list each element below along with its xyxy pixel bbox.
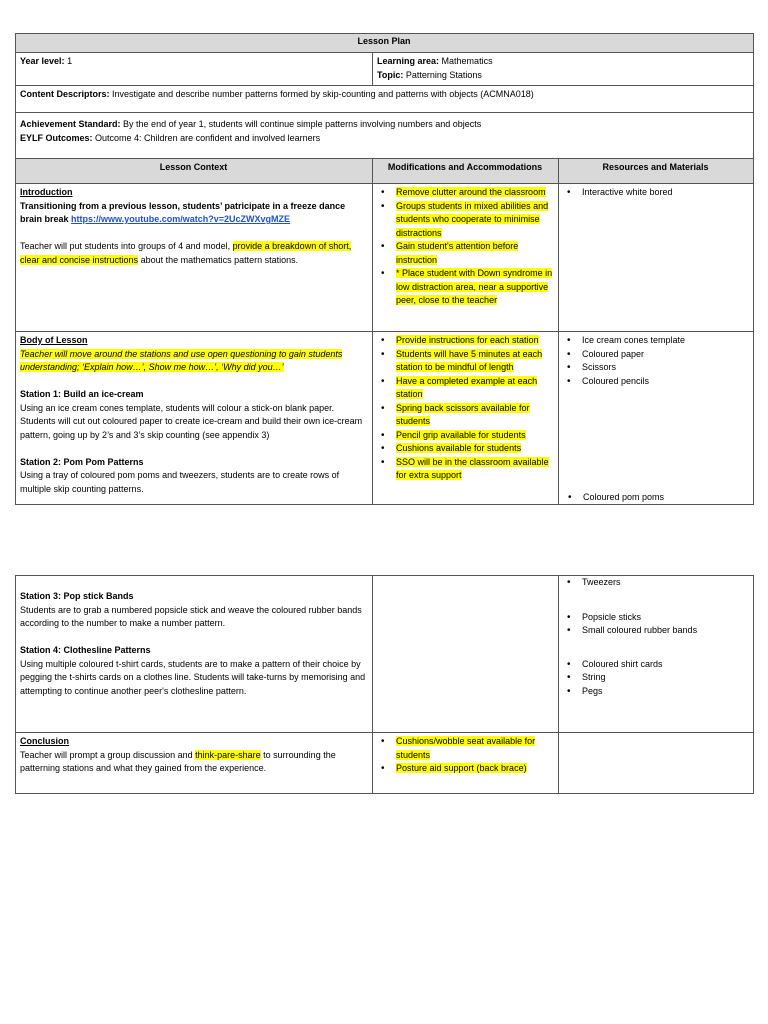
list-item: • Interactive white bored (563, 186, 748, 200)
list-item: • Cushions available for students (377, 442, 553, 456)
learning-area-cell (373, 53, 754, 86)
lesson-plan-table-continued (15, 575, 754, 794)
outcomes-cell (16, 113, 754, 159)
introduction-resources-cell (559, 184, 754, 332)
conclusion-mods-cell (373, 733, 559, 794)
list-item: • Gain student's attention before instruction (377, 240, 553, 267)
list-item: • Coloured shirt cards (563, 658, 748, 672)
learning-area-value: Mathematics (441, 56, 493, 66)
body-mods-cell (373, 332, 559, 505)
body-cell (16, 332, 373, 505)
lesson-plan-title: Lesson Plan (16, 34, 754, 53)
eylf-value: Outcome 4: Children are confident and involved learners (95, 132, 321, 143)
introduction-paragraph: Teacher will put students into groups of 4 and model, provide a breakdown of short, clear and concise instructions about the mathematics pattern stations. (20, 241, 352, 265)
list-item: • Small coloured rubber bands (563, 624, 748, 638)
year-level-label: Year level: (20, 56, 65, 66)
stations-3-4-mods-cell (373, 576, 559, 733)
conclusion-resources-cell (559, 733, 754, 794)
topic-label: Topic: (377, 69, 404, 80)
station-3-title: Station 3: Pop stick Bands (20, 591, 134, 601)
list-item: • Cushions/wobble seat available for students (377, 735, 553, 762)
introduction-cell (16, 184, 373, 332)
list-item: • Provide instructions for each station (377, 334, 553, 348)
stations-3-4-resources-cell (559, 576, 754, 733)
introduction-heading: Introduction (20, 187, 73, 197)
body-intro: Teacher will move around the stations and use open questioning to gain students understanding; ‘Explain how…’, Show me how…’, ‘Why did you…’ (20, 348, 343, 372)
list-item: • Groups students in mixed abilities and students who cooperate to minimise distractions (377, 200, 553, 241)
resources-group-3 (563, 658, 748, 699)
body-resources-bottom-list (564, 491, 748, 505)
list-item: • Ice cream cones template (563, 334, 748, 348)
list-item: • Scissors (563, 361, 748, 375)
introduction-mods-list (377, 186, 553, 308)
list-item: • Students will have 5 minutes at each station to be mindful of length (377, 348, 553, 375)
lesson-plan-table (15, 33, 754, 505)
list-item: • Tweezers (563, 576, 748, 590)
station-4-title: Station 4: Clothesline Patterns (20, 645, 151, 655)
list-item: • String (563, 671, 748, 685)
resources-group-2 (563, 611, 748, 638)
station-1-text: Using an ice cream cones template, students will colour a stick-on blank paper. Students will cut out coloured paper to create ice-cream and build their own ice-cream pattern, going up by 2’s and 3’s skip counting (see appendix 3) (20, 402, 363, 440)
station-2-title: Station 2: Pom Pom Patterns (20, 456, 144, 467)
list-item: • Coloured pencils (563, 375, 748, 389)
body-mods-list (377, 334, 553, 483)
learning-area-label: Learning area: (377, 56, 440, 66)
list-item: • SSO will be in the classroom available for extra support (377, 456, 553, 483)
list-item: • Posture aid support (back brace) (377, 762, 553, 776)
conclusion-heading: Conclusion (20, 736, 69, 746)
achievement-standard-value: By the end of year 1, students will continue simple patterns involving numbers and objects (123, 119, 482, 129)
list-item: • Coloured paper (563, 348, 748, 362)
header-modifications: Modifications and Accommodations (373, 159, 559, 184)
list-item: • Pencil grip available for students (377, 429, 553, 443)
introduction-line: Transitioning from a previous lesson, students’ patricipate in a freeze dance brain break (20, 200, 346, 224)
station-2-text: Using a tray of coloured pom poms and tweezers, students are to create rows of multiple skip counting patterns. (20, 470, 340, 494)
content-descriptors-value: Investigate and describe number patterns formed by skip-counting and patterns with objects (ACMNA018) (112, 89, 534, 99)
list-item: • * Place student with Down syndrome in low distraction area, near a supportive peer, close to the teacher (377, 267, 553, 308)
think-pair-share-highlight: think-pare-share (195, 749, 261, 760)
achievement-standard-label: Achievement Standard: (20, 119, 121, 129)
header-lesson-context: Lesson Context (16, 159, 373, 184)
conclusion-cell (16, 733, 373, 794)
eylf-label: EYLF Outcomes: (20, 132, 93, 143)
list-item: • Spring back scissors available for students (377, 402, 553, 429)
station-4-text: Using multiple coloured t-shirt cards, students are to make a pattern of their choice by pegging the t-shirts cards on a clothes line. Students will take-turns by memorising and attempting to continue another peer's clothesline pattern. (20, 658, 366, 696)
list-item: • Pegs (563, 685, 748, 699)
conclusion-text: Teacher will prompt a group discussion and think-pare-share to surrounding the patterning stations and what they gained from the experience. (20, 749, 336, 773)
body-heading: Body of Lesson (20, 335, 88, 345)
introduction-mods-cell (373, 184, 559, 332)
topic-value: Patterning Stations (405, 69, 482, 80)
list-item: • Have a completed example at each station (377, 375, 553, 402)
year-level-value: 1 (67, 56, 73, 66)
station-1-title: Station 1: Build an ice-cream (20, 389, 144, 399)
year-level-cell (16, 53, 373, 86)
content-descriptors-cell (16, 86, 754, 113)
content-descriptors-label: Content Descriptors: (20, 89, 110, 99)
introduction-resources-list (563, 186, 748, 200)
list-item: • Coloured pom poms (564, 491, 748, 505)
header-resources: Resources and Materials (559, 159, 754, 184)
youtube-link[interactable]: https://www.youtube.com/watch?v=2UcZWXvgMZE (71, 214, 290, 224)
body-resources-cell (559, 332, 754, 505)
conclusion-mods-list (377, 735, 553, 776)
resources-group-1 (563, 576, 748, 590)
stations-3-4-cell (16, 576, 373, 733)
list-item: • Popsicle sticks (563, 611, 748, 625)
body-resources-list (563, 334, 748, 388)
list-item: • Remove clutter around the classroom (377, 186, 553, 200)
station-3-text: Students are to grab a numbered popsicle stick and weave the coloured rubber bands according to the number to make a number pattern. (20, 604, 362, 628)
highlighted-instructions: provide a breakdown of short, clear and concise instructions (20, 241, 352, 265)
